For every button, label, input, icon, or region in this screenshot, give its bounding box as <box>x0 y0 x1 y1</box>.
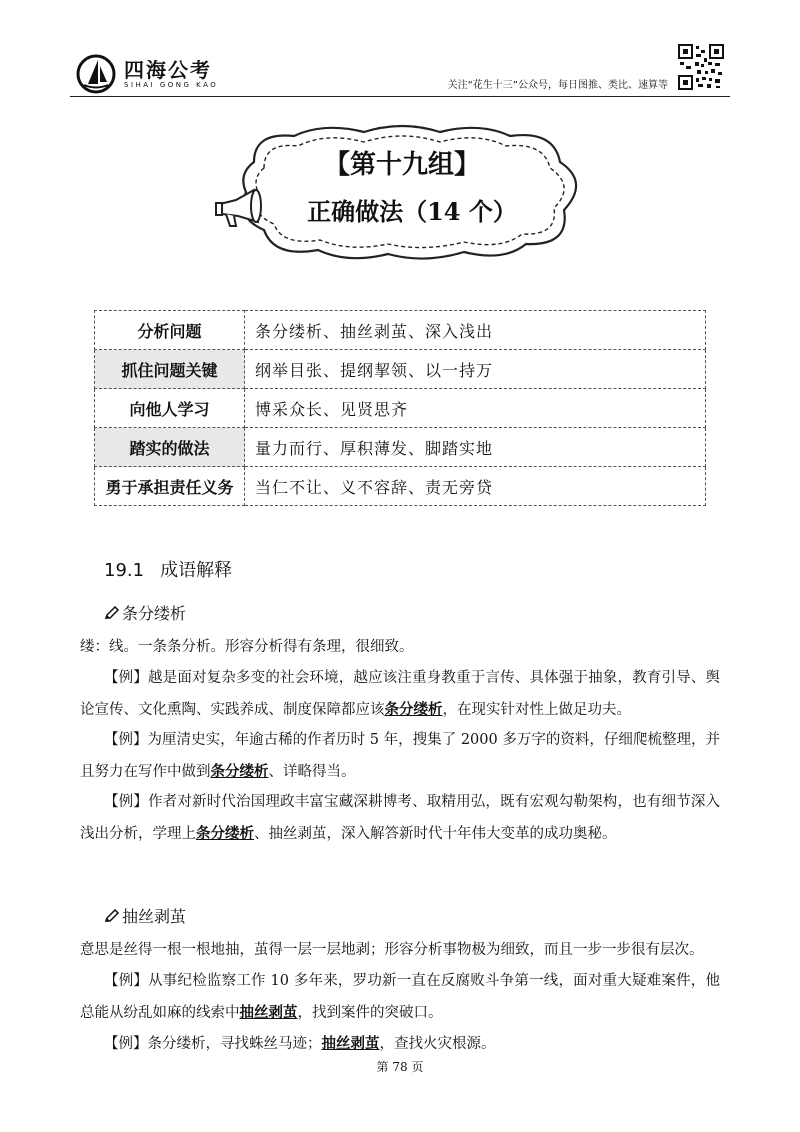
example-text: 【例】条分缕析，寻找蛛丝马迹； <box>104 1036 322 1052</box>
table-key-cell: 向他人学习 <box>95 389 245 428</box>
idiom-heading <box>104 904 186 927</box>
table-row <box>95 389 706 428</box>
idiom-definition: 意思是丝得一根一根地抽，茧得一层一层地剥；形容分析事物极为细致，而且一步一步很有层次。 <box>80 942 704 958</box>
group-subtitle: 正确做法（14 个） <box>307 197 517 226</box>
group-title: 【第十九组】 <box>323 150 480 180</box>
example-paragraph <box>80 1028 720 1060</box>
sailboat-logo-icon <box>76 54 116 94</box>
example-text: ，查找火灾根源。 <box>379 1036 496 1052</box>
header-divider <box>70 96 730 97</box>
table-row <box>95 311 706 350</box>
section-title: 成语解释 <box>160 560 233 581</box>
title-banner <box>214 122 590 262</box>
table-key-cell: 抓住问题关键 <box>95 350 245 389</box>
table-value-cell: 当仁不让、义不容辞、责无旁贷 <box>245 467 706 506</box>
example-text: 、详略得当。 <box>268 764 356 780</box>
example-text: 【例】越是面对复杂多变的社会环境，越应该注重身教重于言传、具体强于抽象，教育引导、舆论宣传、文化熏陶、实践养成、制度保障都应该 <box>80 670 720 718</box>
table-value-cell: 博采众长、见贤思齐 <box>245 389 706 428</box>
table-key-cell: 分析问题 <box>95 311 245 350</box>
table-row <box>95 428 706 467</box>
section-heading <box>104 556 232 582</box>
qr-code-icon <box>678 44 724 90</box>
brand-logo <box>76 54 218 94</box>
example-highlight: 条分缕析 <box>210 763 269 780</box>
example-paragraph <box>80 663 720 726</box>
example-paragraph <box>80 966 720 1029</box>
example-highlight: 抽丝剥茧 <box>239 1004 298 1021</box>
idiom-name: 条分缕析 <box>122 604 187 623</box>
table-row <box>95 350 706 389</box>
table-value-cell: 量力而行、厚积薄发、脚踏实地 <box>245 428 706 467</box>
table-value-cell: 纲举目张、提纲挈领、以一持万 <box>245 350 706 389</box>
logo-english-name: SIHAI GONG KAO <box>124 80 219 89</box>
example-text: ，找到案件的突破口。 <box>297 1005 443 1021</box>
logo-chinese-name: 四海公考 <box>124 57 212 82</box>
page-number: 第 78 页 <box>376 1060 424 1074</box>
example-text: 【例】作者对新时代治国理政丰富宝藏深耕博考、取精用弘，既有宏观勾勒架构，也有细节深入浅出分析，学理上 <box>80 794 720 842</box>
section-number: 19.1 <box>104 560 145 581</box>
example-text: ，在现实针对性上做足功夫。 <box>442 702 631 718</box>
page-header <box>70 40 730 96</box>
idiom-heading <box>104 601 186 624</box>
summary-table <box>94 310 706 506</box>
pencil-icon <box>104 909 120 923</box>
example-paragraph <box>80 725 720 788</box>
example-highlight: 条分缕析 <box>196 825 254 842</box>
header-tagline: 关注“花生十三”公众号，每日图推、类比、速算等 <box>447 80 668 91</box>
example-text: 【例】为厘清史实，年逾古稀的作者历时 5 年，搜集了 2000 多万字的资料，仔细爬梳整理，并且努力在写作中做到 <box>80 732 720 780</box>
idiom-definition: 缕：线。一条条分析。形容分析得有条理，很细致。 <box>80 639 414 655</box>
idiom-name: 抽丝剥茧 <box>122 907 187 926</box>
example-text: 【例】从事纪检监察工作 10 多年来，罗功新一直在反腐败斗争第一线，面对重大疑难案件，他总能从纷乱如麻的线索中 <box>80 973 720 1021</box>
example-highlight: 条分缕析 <box>384 701 443 718</box>
example-text: 、抽丝剥茧，深入解答新时代十年伟大变革的成功奥秘。 <box>254 826 617 842</box>
table-row <box>95 467 706 506</box>
table-value-cell: 条分缕析、抽丝剥茧、深入浅出 <box>245 311 706 350</box>
example-paragraph <box>80 787 720 850</box>
table-key-cell: 勇于承担责任义务 <box>95 467 245 506</box>
table-key-cell: 踏实的做法 <box>95 428 245 467</box>
example-highlight: 抽丝剥茧 <box>321 1035 380 1052</box>
pencil-icon <box>104 606 120 620</box>
